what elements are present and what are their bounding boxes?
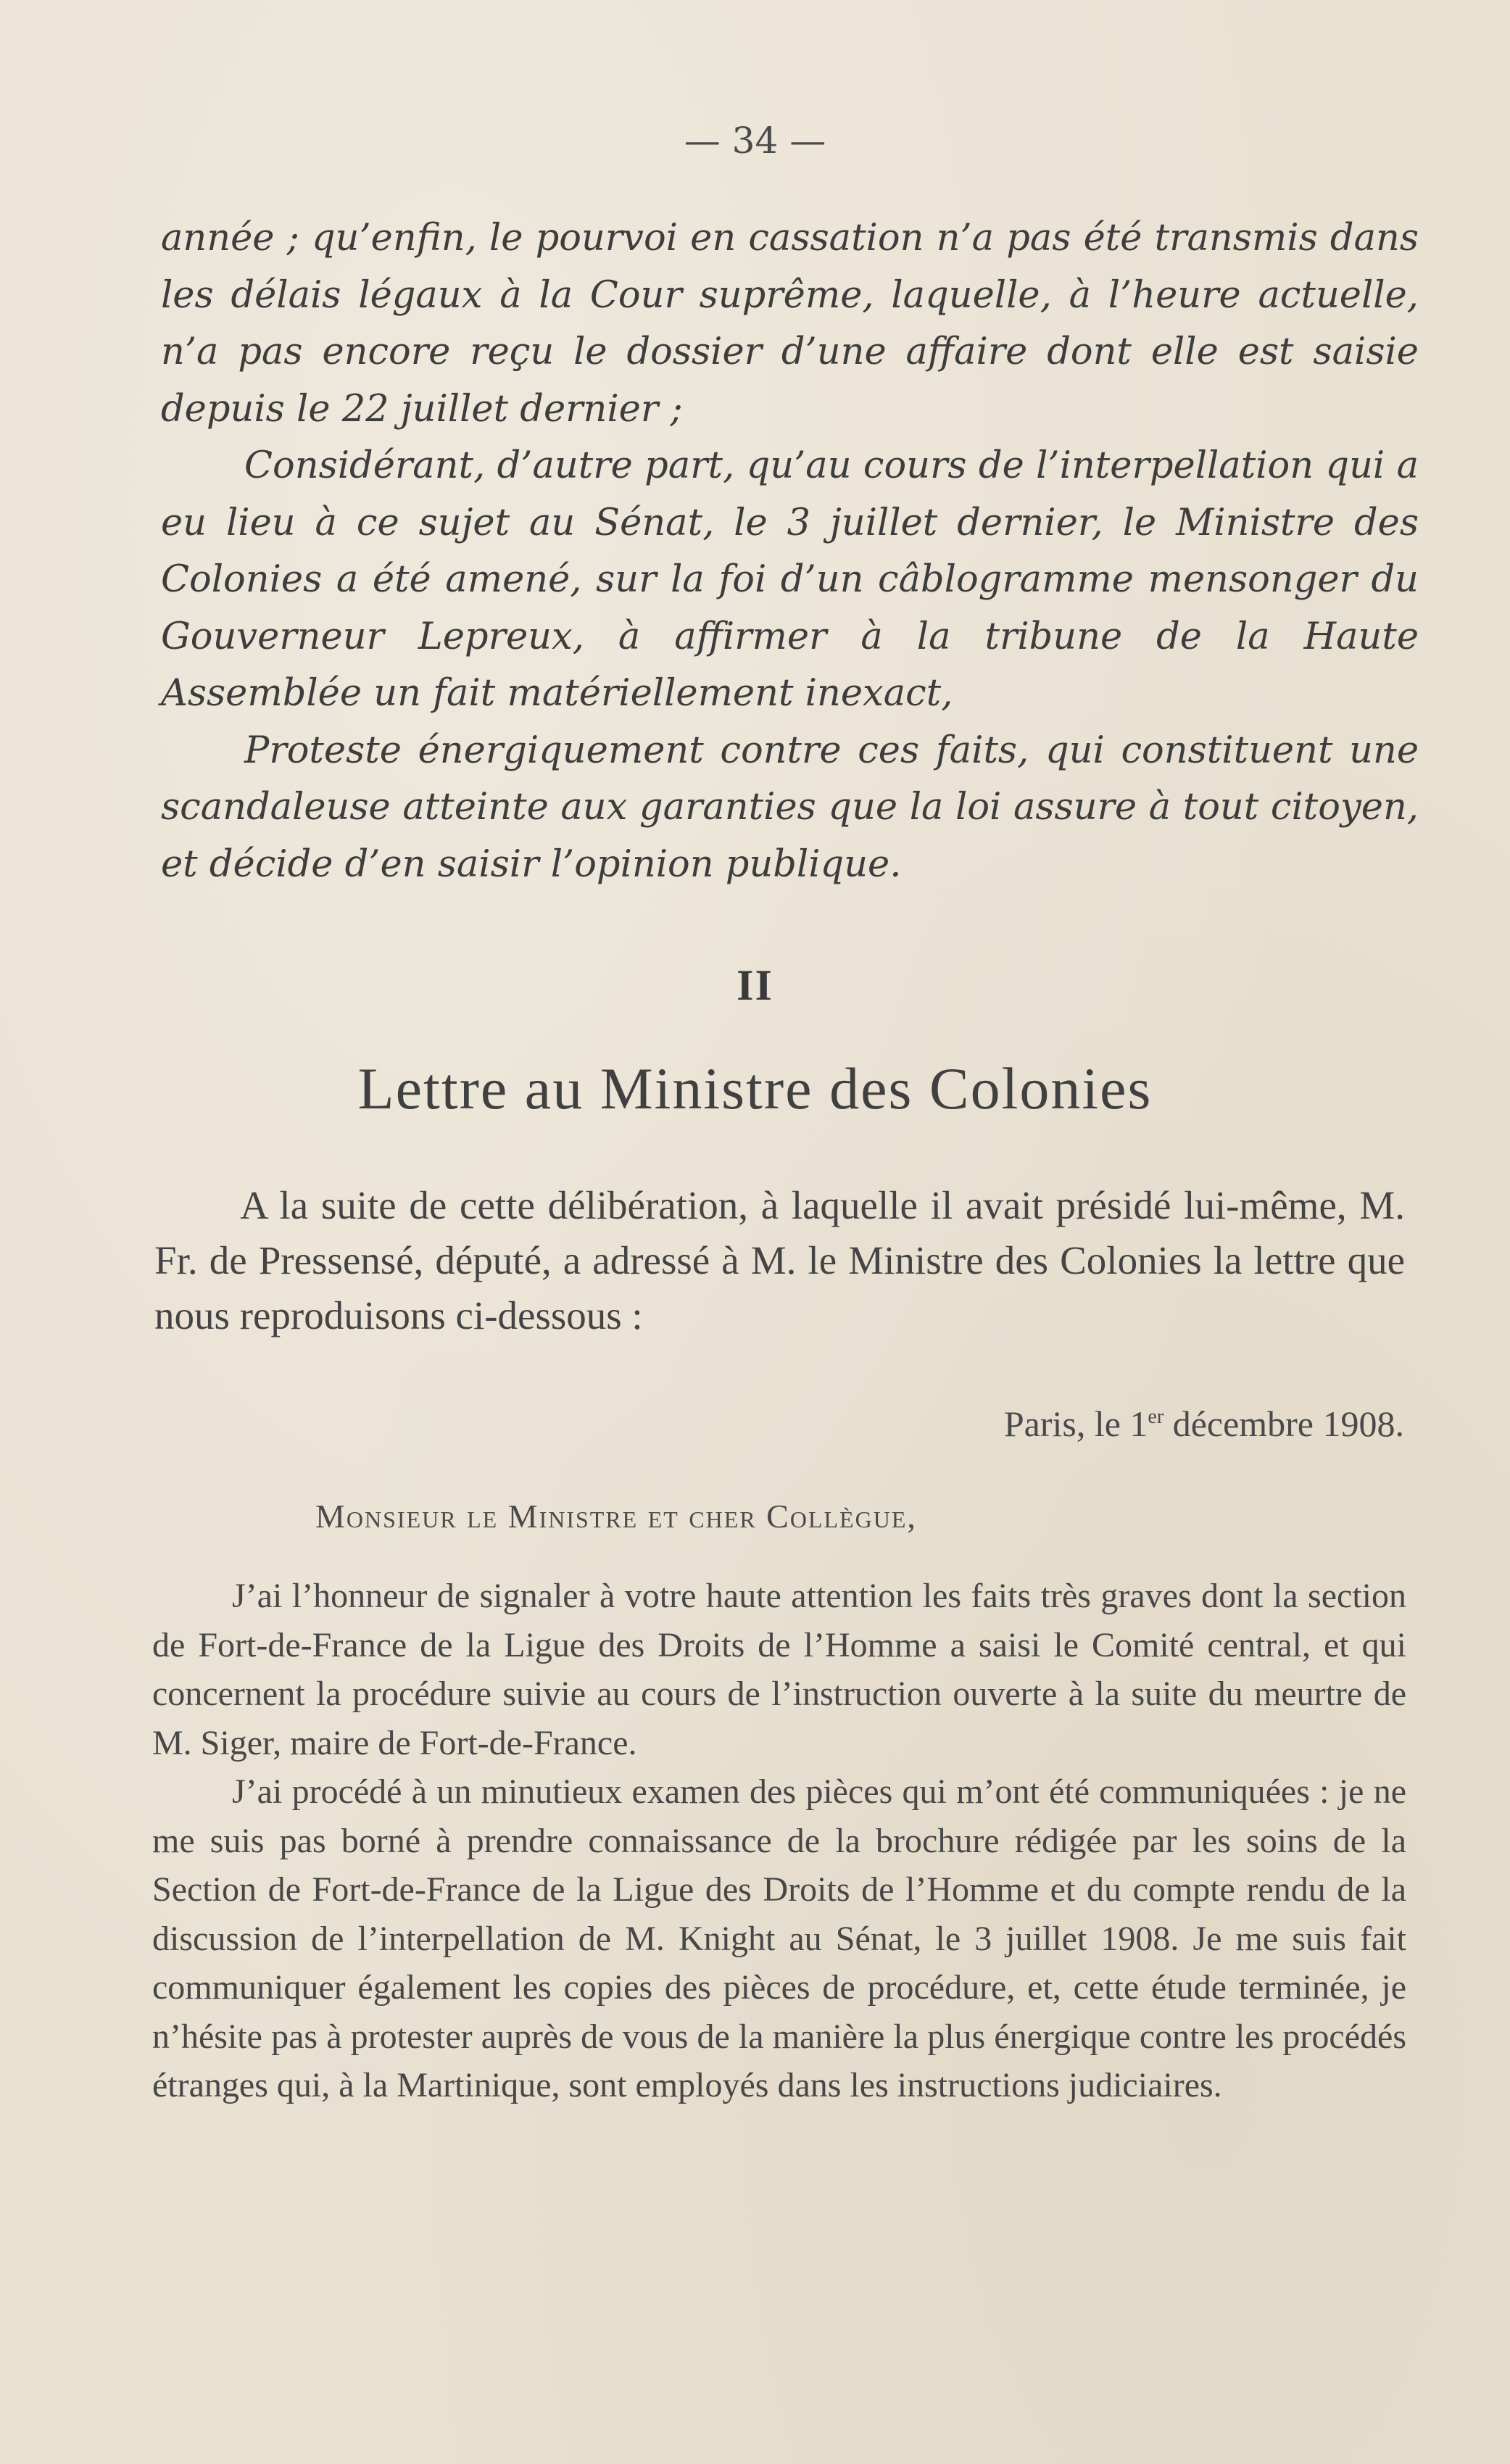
letter-body <box>152 1572 1406 2110</box>
section-number: II <box>737 961 773 1009</box>
page-number: — 34 — <box>684 120 826 162</box>
intro-paragraph: A la suite de cette délibération, à laquelle il avait présidé lui-même, M. Fr. de Pressensé, député, a adressé à M. le Ministre des Colonies la lettre que nous reproduisons ci-dessous : <box>154 1183 1405 1337</box>
italic-paragraph-2: Considérant, d’autre part, qu’au cours de l’interpellation qui a eu lieu à ce sujet au Sénat, le 3 juillet dernier, le Ministre des Colonies a été amené, sur la foi d’un câblogramme mensonger du Gouverneur Lepreux, à affirmer à la tribune de la Haute Assemblée un fait matériellement inexact, <box>161 444 1419 715</box>
letter-salutation: Monsieur le Ministre et cher Collègue, <box>315 1498 917 1535</box>
letter-paragraph-1: J’ai l’honneur de signaler à votre haute attention les faits très graves dont la section de Fort-de-France de la Ligue des Droits de l’Homme a saisi le Comité central, et qui concernent la procédure suivie au cours de l’instruction ouverte à la suite du meurtre de M. Siger, maire de Fort-de-France. <box>152 1577 1406 1762</box>
dateline-before: Paris, le 1 <box>1003 1403 1148 1444</box>
dateline-superscript: er <box>1148 1406 1164 1428</box>
italic-paragraph-1: année ; qu’enfin, le pourvoi en cassation n’a pas été transmis dans les délais légaux à la Cour suprême, laquelle, à l’heure actuelle, n’a pas encore reçu le dossier d’une affaire dont elle est saisie depuis le 22 juillet dernier ; <box>161 217 1419 431</box>
italic-paragraph-3: Proteste énergiquement contre ces faits, qui constituent une scandaleuse atteinte aux garanties que la loi assure à tout citoyen, et décide d’en saisir l’opinion publique. <box>161 729 1419 886</box>
letter-paragraph-2: J’ai procédé à un minutieux examen des pièces qui m’ont été communiquées : je ne me suis pas borné à prendre connaissance de la brochure rédigée par les soins de la Section de Fort-de-France de la Ligue des Droits de l’Homme et du compte rendu de la discussion de l’interpellation de M. Knight au Sénat, le 3 juillet 1908. Je me suis fait communiquer également les copies des pièces de procédure, et, cette étude terminée, je n’hésite pas à protester auprès de vous de la manière la plus énergique contre les procédés étranges qui, à la Martinique, sont employés dans les instructions judiciaires. <box>152 1772 1406 2104</box>
dateline-after: décembre 1908. <box>1163 1403 1404 1444</box>
italic-resolution-text <box>161 210 1419 893</box>
intro-paragraph-block <box>154 1178 1405 1343</box>
section-title: Lettre au Ministre des Colonies <box>357 1055 1153 1121</box>
letter-dateline <box>1004 1403 1404 1445</box>
